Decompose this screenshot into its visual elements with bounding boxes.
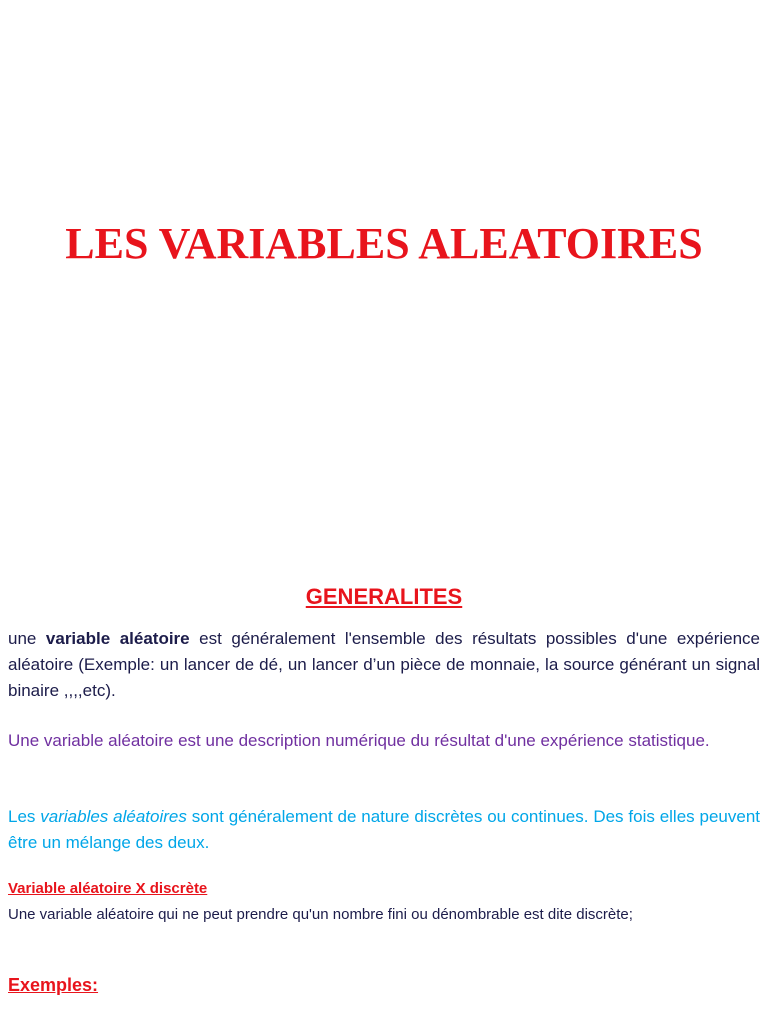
- discrete-variable-heading: Variable aléatoire X discrète: [8, 880, 208, 897]
- term-variables-aleatoires: variables aléatoires: [40, 807, 187, 826]
- paragraph-nature-suffix: sont généralement de nature discrètes ou continues. Des fois elles peuvent être un mélange des deux.: [8, 807, 761, 852]
- paragraph-definition: [8, 626, 760, 704]
- discrete-variable-definition: Une variable aléatoire qui ne peut prendre qu'un nombre fini ou dénombrable est dite discrète;: [8, 906, 633, 923]
- paragraph-definition-suffix: est généralement l'ensemble des résultats possibles d'une expérience aléatoire (Exemple: un lancer de dé, un lancer d’un pièce de monnaie, la source générant un signal binaire ,,,,etc).: [8, 629, 761, 700]
- paragraph-nature-prefix: Les: [8, 807, 41, 826]
- term-variable-aleatoire: variable aléatoire: [45, 629, 190, 648]
- examples-heading: Exemples:: [8, 975, 99, 995]
- section-heading-generalites: GENERALITES: [305, 584, 463, 609]
- paragraph-numeric-description: Une variable aléatoire est une description numérique du résultat d'une expérience statistique.: [8, 731, 710, 750]
- paragraph-nature: [8, 804, 760, 856]
- document-title: LES VARIABLES ALEATOIRES: [65, 219, 703, 268]
- paragraph-definition-prefix: une: [8, 629, 46, 648]
